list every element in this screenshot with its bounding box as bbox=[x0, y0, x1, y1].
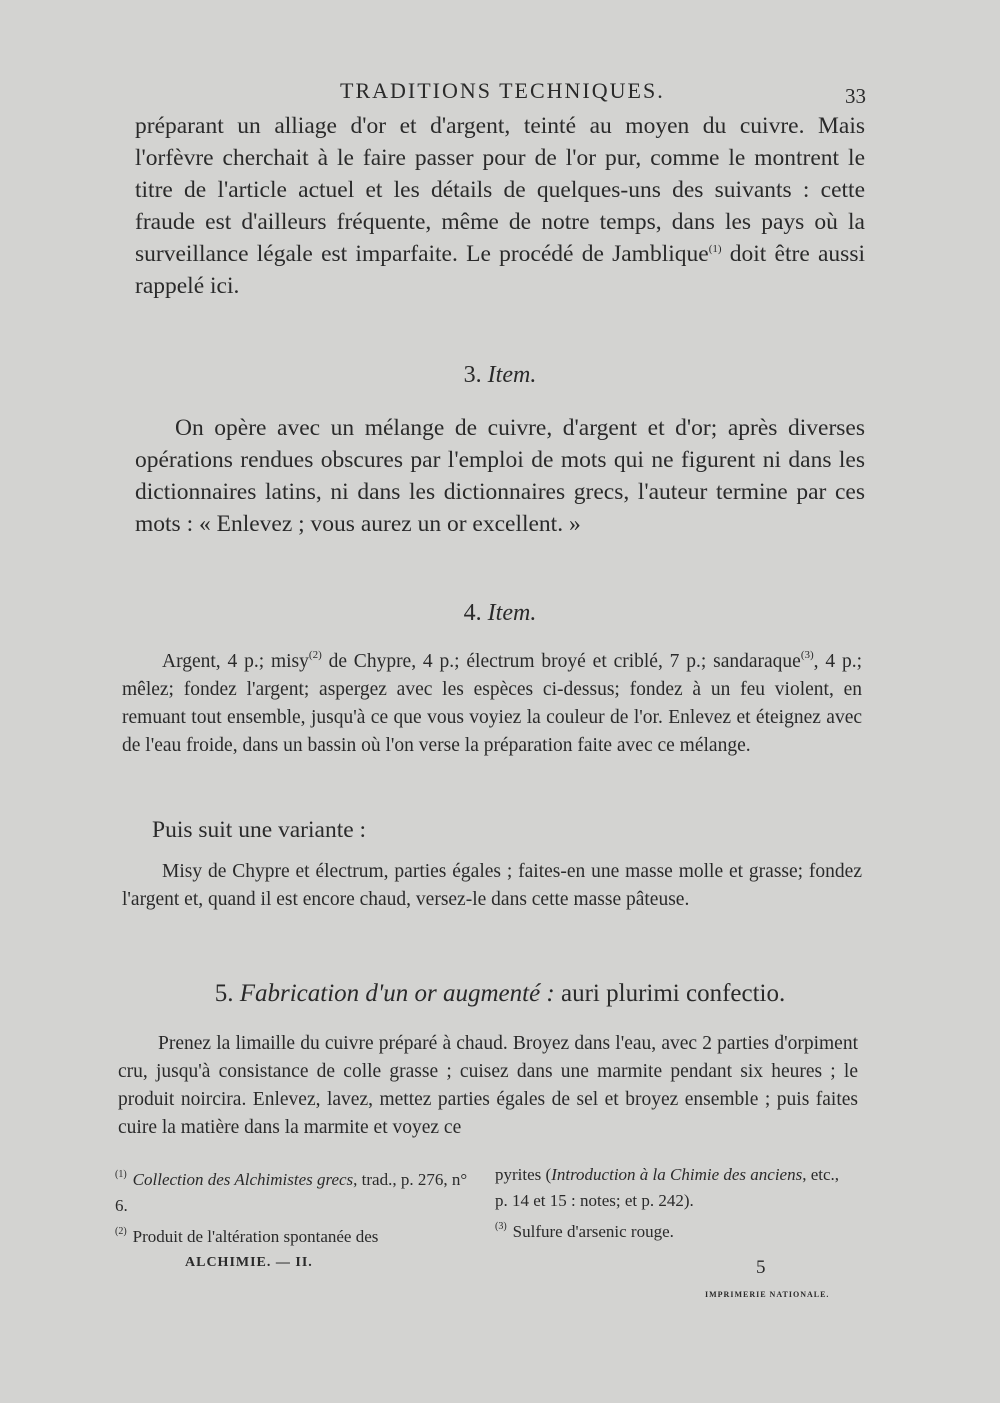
paragraph-variant-intro: Puis suit une variante : bbox=[152, 817, 367, 843]
section-number: 5. bbox=[214, 980, 234, 1007]
section-heading-5 bbox=[0, 980, 1000, 1008]
paragraph-text: , 4 p.; mêlez; fondez l'argent; aspergez avec les espèces ci-dessus; fondez à un feu violent, en remuant tout ensemble, jusqu'à ce que vous voyiez la couleur de l'or. Enlevez et éteignez avec de l'eau froide, dans un bassin où l'on verse la préparation faite avec ce mélange. bbox=[122, 651, 863, 756]
paragraph-item-3: On opère avec un mélange de cuivre, d'argent et d'or; après diverses opérations rendues obscures par l'emploi de mots qui ne figurent ni dans les dictionnaires latins, ni dans les dictionnaires grecs, l'auteur termine par ces mots : « Enlevez ; vous aurez un or excellent. » bbox=[135, 415, 865, 537]
paragraph-text: doit être aussi rappelé ici. bbox=[135, 241, 865, 299]
paragraph-item-5: Prenez la limaille du cuivre préparé à chaud. Broyez dans l'eau, avec 2 parties d'orpiment cru, jusqu'à consistance de colle grasse ; cuisez dans une marmite pendant six heures ; le produit noircira. Enlevez, lavez, mettez parties égales de sel et broyez ensemble ; puis faites cuire la matière dans la marmite et voyez ce bbox=[118, 1033, 858, 1138]
printer-imprint: IMPRIMERIE NATIONALE. bbox=[705, 1290, 830, 1299]
page-header bbox=[0, 78, 1000, 108]
footnote-ref: (1) bbox=[708, 243, 722, 255]
paragraph-item-4 bbox=[122, 648, 862, 760]
paragraph-intro bbox=[135, 110, 865, 302]
footnote-1: $^{(1)}$ Collection des Alchimistes grecs, trad., p. 276, n° 6. bbox=[115, 1169, 468, 1215]
section-heading-3 bbox=[0, 362, 1000, 389]
section-title-latin: auri plurimi confectio. bbox=[554, 980, 786, 1007]
paragraph-variant: Misy de Chypre et électrum, parties égales ; faites-en une masse molle et grasse; fondez l'argent et, quand il est encore chaud, versez-le dans cette masse pâteuse. bbox=[122, 861, 862, 910]
section-title: Fabrication d'un or augmenté : bbox=[239, 980, 555, 1007]
footnote-2: $^{(2)}$ Produit de l'altération spontanée des bbox=[115, 1226, 379, 1246]
sheet-number: 5 bbox=[756, 1257, 766, 1278]
signature-mark: ALCHIMIE. — II. bbox=[185, 1255, 313, 1270]
footnotes-right-column bbox=[495, 1162, 850, 1245]
paragraph-text: Argent, 4 p.; misy bbox=[162, 651, 309, 672]
footnote-ref: (2) bbox=[308, 649, 322, 661]
footnote-3: $^{(3)}$ Sulfure d'arsenic rouge. bbox=[495, 1221, 674, 1241]
footnotes-left-column bbox=[115, 1162, 470, 1250]
page-number: 33 bbox=[845, 84, 866, 108]
section-number: 4. bbox=[463, 600, 482, 626]
paragraph-text: préparant un alliage d'or et d'argent, teinté au moyen du cuivre. Mais l'orfèvre cherchait à le faire passer pour de l'or pur, comme le montrent le titre de l'article actuel et les détails de quelques-uns des suivants : cette fraude est d'ailleurs fréquente, même de notre temps, dans les pays où la surveillance légale est imparfaite. Le procédé de Jamblique bbox=[135, 113, 865, 267]
footnote-ref: (3) bbox=[800, 649, 814, 661]
footnote-2-continued: pyrites (Introduction à la Chimie des anciens, etc., p. 14 et 15 : notes; et p. 242). bbox=[495, 1165, 840, 1210]
section-title: Item. bbox=[487, 600, 537, 626]
section-title: Item. bbox=[487, 362, 537, 388]
section-number: 3. bbox=[463, 362, 482, 388]
running-title: TRADITIONS TECHNIQUES. bbox=[340, 78, 665, 103]
section-heading-4 bbox=[0, 600, 1000, 627]
paragraph-text: de Chypre, 4 p.; électrum broyé et criblé, 7 p.; sandaraque bbox=[321, 651, 801, 672]
